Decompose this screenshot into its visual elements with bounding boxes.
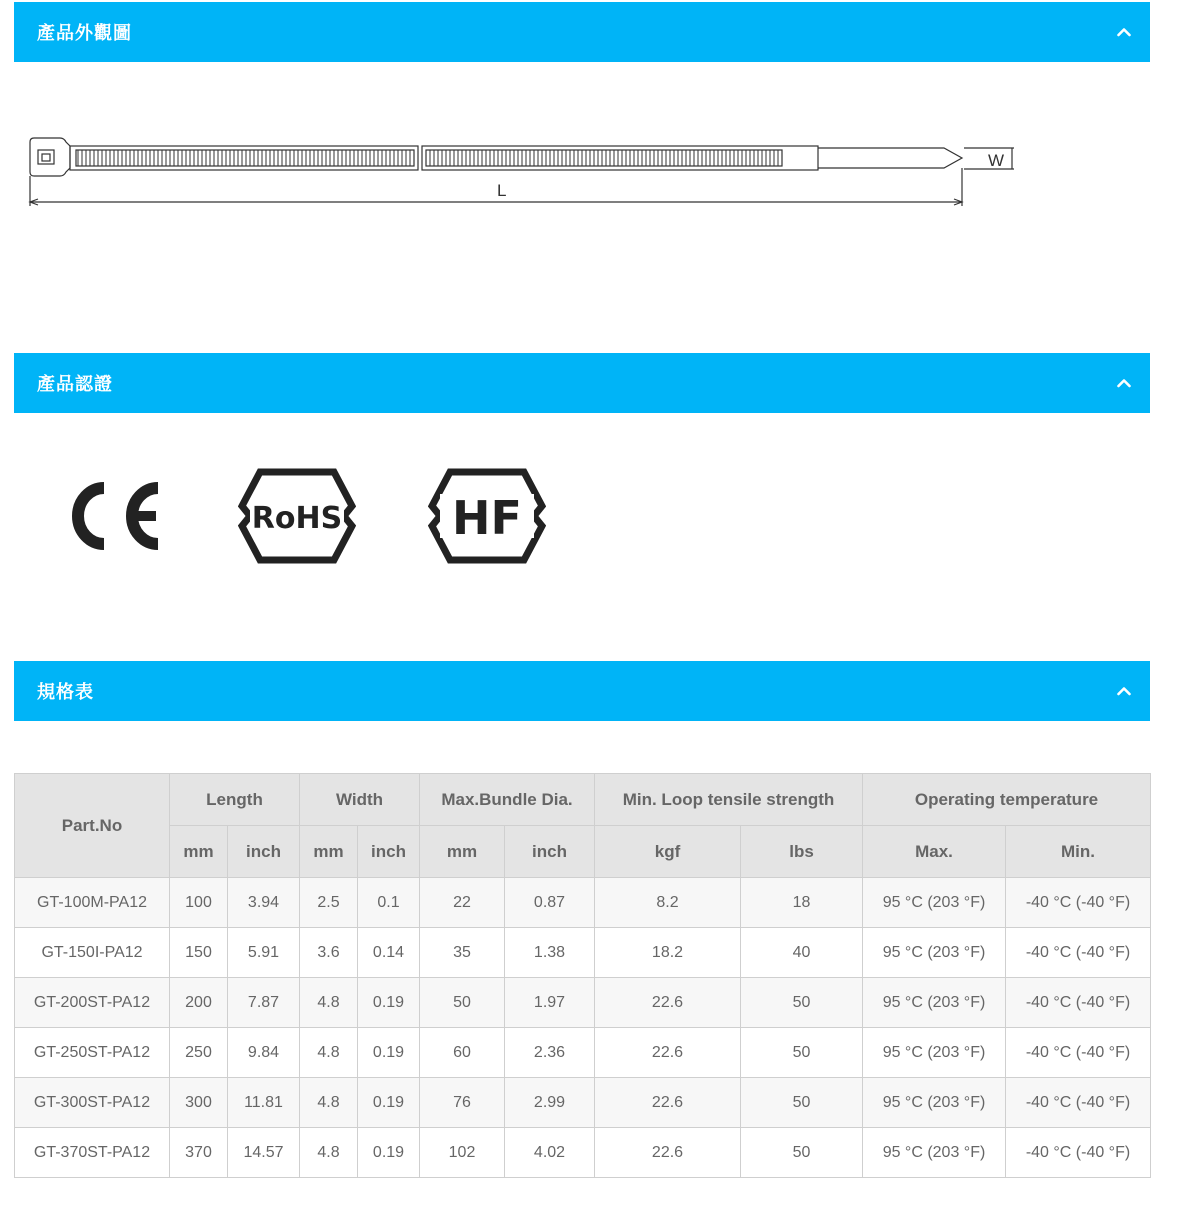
cell-width-mm: 3.6	[300, 928, 358, 978]
header-part-no: Part.No	[15, 774, 170, 878]
cell-length-mm: 250	[170, 1028, 228, 1078]
header-width: Width	[300, 774, 420, 826]
cell-temp-max: 95 °C (203 °F)	[863, 1128, 1006, 1178]
cell-bundle-mm: 60	[420, 1028, 505, 1078]
cell-tensile-kgf: 22.6	[595, 1028, 741, 1078]
cell-temp-max: 95 °C (203 °F)	[863, 978, 1006, 1028]
table-row	[15, 1028, 1151, 1078]
cell-temp-min: -40 °C (-40 °F)	[1006, 1028, 1151, 1078]
cell-tensile-lbs: 50	[741, 1078, 863, 1128]
header-length: Length	[170, 774, 300, 826]
cell-temp-max: 95 °C (203 °F)	[863, 878, 1006, 928]
spec-table	[14, 773, 1151, 1178]
cell-temp-min: -40 °C (-40 °F)	[1006, 978, 1151, 1028]
cell-tensile-lbs: 18	[741, 878, 863, 928]
cell-bundle-inch: 1.97	[505, 978, 595, 1028]
cell-bundle-mm: 76	[420, 1078, 505, 1128]
section-title-spec: 規格表	[37, 682, 94, 703]
cell-tensile-kgf: 22.6	[595, 1078, 741, 1128]
section-header-appearance[interactable]	[14, 2, 1150, 62]
cell-part-no: GT-200ST-PA12	[15, 978, 170, 1028]
subheader-temp-max: Max.	[863, 826, 1006, 878]
cell-tensile-kgf: 22.6	[595, 978, 741, 1028]
cell-bundle-inch: 1.38	[505, 928, 595, 978]
subheader-bundle-inch: inch	[505, 826, 595, 878]
cell-bundle-mm: 102	[420, 1128, 505, 1178]
cell-temp-min: -40 °C (-40 °F)	[1006, 1128, 1151, 1178]
cell-width-mm: 4.8	[300, 1078, 358, 1128]
table-row	[15, 1078, 1151, 1128]
header-operating-temperature: Operating temperature	[863, 774, 1151, 826]
header-tensile-strength: Min. Loop tensile strength	[595, 774, 863, 826]
cell-width-inch: 0.19	[358, 978, 420, 1028]
cell-length-mm: 300	[170, 1078, 228, 1128]
cell-width-inch: 0.19	[358, 1078, 420, 1128]
cell-bundle-inch: 2.99	[505, 1078, 595, 1128]
cell-part-no: GT-100M-PA12	[15, 878, 170, 928]
cell-part-no: GT-250ST-PA12	[15, 1028, 170, 1078]
rohs-label: RoHS	[251, 501, 343, 536]
subheader-temp-min: Min.	[1006, 826, 1151, 878]
cell-width-mm: 4.8	[300, 1028, 358, 1078]
cell-bundle-inch: 2.36	[505, 1028, 595, 1078]
cell-width-inch: 0.1	[358, 878, 420, 928]
rohs-logo	[238, 466, 356, 566]
cell-tensile-lbs: 50	[741, 978, 863, 1028]
cell-width-inch: 0.19	[358, 1128, 420, 1178]
section-title-certification: 產品認證	[37, 374, 113, 395]
cable-tie-diagram	[24, 126, 1034, 216]
hf-logo	[428, 466, 546, 566]
cell-tensile-kgf: 18.2	[595, 928, 741, 978]
hf-label: HF	[452, 491, 522, 545]
cell-bundle-mm: 22	[420, 878, 505, 928]
cell-bundle-mm: 50	[420, 978, 505, 1028]
cell-length-inch: 14.57	[228, 1128, 300, 1178]
cell-temp-max: 95 °C (203 °F)	[863, 1028, 1006, 1078]
subheader-length-inch: inch	[228, 826, 300, 878]
cell-bundle-mm: 35	[420, 928, 505, 978]
cell-part-no: GT-150I-PA12	[15, 928, 170, 978]
subheader-length-mm: mm	[170, 826, 228, 878]
cell-length-mm: 370	[170, 1128, 228, 1178]
chevron-up-icon[interactable]	[1116, 375, 1132, 391]
length-label: L	[497, 181, 507, 200]
cell-temp-max: 95 °C (203 °F)	[863, 1078, 1006, 1128]
cell-length-inch: 11.81	[228, 1078, 300, 1128]
chevron-up-icon[interactable]	[1116, 24, 1132, 40]
ce-mark-logo	[56, 466, 164, 566]
section-title-appearance: 產品外觀圖	[37, 23, 132, 44]
cell-length-mm: 200	[170, 978, 228, 1028]
section-header-spec[interactable]	[14, 661, 1150, 721]
subheader-tensile-kgf: kgf	[595, 826, 741, 878]
cell-temp-min: -40 °C (-40 °F)	[1006, 878, 1151, 928]
cell-length-inch: 3.94	[228, 878, 300, 928]
table-row	[15, 928, 1151, 978]
cell-tensile-lbs: 40	[741, 928, 863, 978]
subheader-width-mm: mm	[300, 826, 358, 878]
cable-tie-drawing	[30, 138, 1014, 206]
width-label: W	[988, 151, 1005, 170]
cell-temp-min: -40 °C (-40 °F)	[1006, 1078, 1151, 1128]
cell-width-inch: 0.14	[358, 928, 420, 978]
subheader-bundle-mm: mm	[420, 826, 505, 878]
cell-bundle-inch: 0.87	[505, 878, 595, 928]
table-row	[15, 878, 1151, 928]
cell-part-no: GT-370ST-PA12	[15, 1128, 170, 1178]
cell-length-inch: 9.84	[228, 1028, 300, 1078]
cell-tensile-lbs: 50	[741, 1028, 863, 1078]
cell-tensile-kgf: 22.6	[595, 1128, 741, 1178]
chevron-up-icon[interactable]	[1116, 683, 1132, 699]
cell-width-mm: 4.8	[300, 978, 358, 1028]
cell-tensile-kgf: 8.2	[595, 878, 741, 928]
table-row	[15, 978, 1151, 1028]
cell-tensile-lbs: 50	[741, 1128, 863, 1178]
cell-width-inch: 0.19	[358, 1028, 420, 1078]
header-bundle-dia: Max.Bundle Dia.	[420, 774, 595, 826]
cell-length-mm: 100	[170, 878, 228, 928]
cell-length-inch: 5.91	[228, 928, 300, 978]
cell-part-no: GT-300ST-PA12	[15, 1078, 170, 1128]
cell-temp-max: 95 °C (203 °F)	[863, 928, 1006, 978]
section-header-certification[interactable]	[14, 353, 1150, 413]
cell-width-mm: 2.5	[300, 878, 358, 928]
subheader-tensile-lbs: lbs	[741, 826, 863, 878]
cell-length-inch: 7.87	[228, 978, 300, 1028]
cell-bundle-inch: 4.02	[505, 1128, 595, 1178]
table-row	[15, 1128, 1151, 1178]
subheader-width-inch: inch	[358, 826, 420, 878]
cell-width-mm: 4.8	[300, 1128, 358, 1178]
cell-length-mm: 150	[170, 928, 228, 978]
cell-temp-min: -40 °C (-40 °F)	[1006, 928, 1151, 978]
